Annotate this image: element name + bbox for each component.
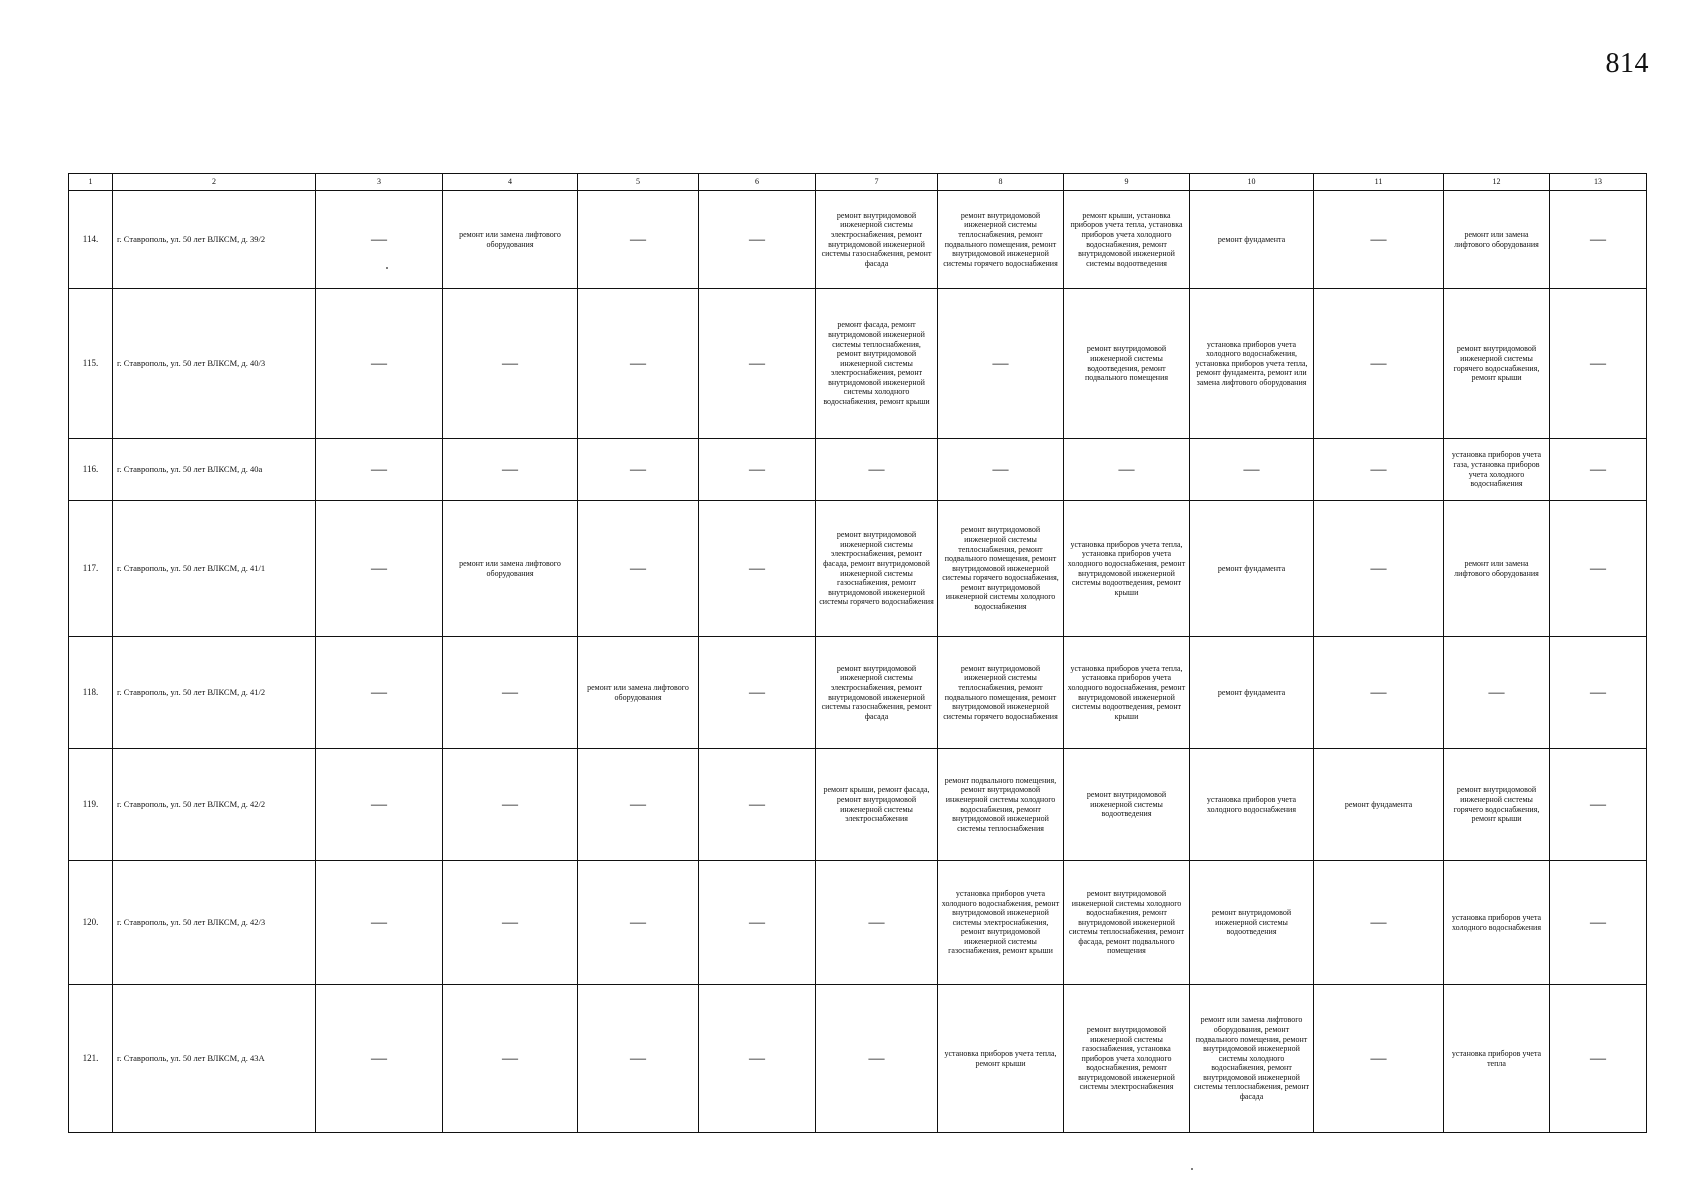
row-number: 120. xyxy=(69,861,113,985)
row-number: 117. xyxy=(69,501,113,637)
work-type-cell: установка приборов учета газа, установка приборов учета холодного водоснабжения xyxy=(1444,439,1550,501)
empty-dash-cell: — xyxy=(1550,637,1647,749)
empty-dash-cell: — xyxy=(1190,439,1314,501)
work-type-cell: ремонт внутридомовой инженерной системы газоснабжения, установка приборов учета холодного водоснабжения, ремонт внутридомовой инженерной системы электроснабжения xyxy=(1064,985,1190,1133)
work-type-cell: ремонт крыши, установка приборов учета тепла, установка приборов учета холодного водоснабжения, ремонт внутридомовой инженерной системы водоотведения xyxy=(1064,191,1190,289)
table-row xyxy=(69,289,1647,439)
column-header: 7 xyxy=(816,174,938,191)
empty-dash-cell: — xyxy=(578,861,699,985)
column-header: 8 xyxy=(938,174,1064,191)
work-type-cell: ремонт или замена лифтового оборудования xyxy=(443,501,578,637)
empty-dash-cell: — xyxy=(443,289,578,439)
empty-dash-cell: — xyxy=(1064,439,1190,501)
table-row xyxy=(69,637,1647,749)
work-type-cell: ремонт внутридомовой инженерной системы электроснабжения, ремонт внутридомовой инженерной системы газоснабжения, ремонт фасада xyxy=(816,637,938,749)
work-type-cell: установка приборов учета холодного водоснабжения, ремонт внутридомовой инженерной системы электроснабжения, ремонт внутридомовой инженерной системы газоснабжения, ремонт крыши xyxy=(938,861,1064,985)
work-type-cell: ремонт внутридомовой инженерной системы водоотведения xyxy=(1064,749,1190,861)
empty-dash-cell: — xyxy=(443,861,578,985)
work-type-cell: установка приборов учета тепла, установка приборов учета холодного водоснабжения, ремонт внутридомовой инженерной системы водоотведения, ремонт крыши xyxy=(1064,501,1190,637)
column-header: 1 xyxy=(69,174,113,191)
work-type-cell: ремонт внутридомовой инженерной системы горячего водоснабжения, ремонт крыши xyxy=(1444,289,1550,439)
empty-dash-cell: — xyxy=(699,861,816,985)
address-cell: г. Ставрополь, ул. 50 лет ВЛКСМ, д. 39/2 xyxy=(113,191,316,289)
address-cell: г. Ставрополь, ул. 50 лет ВЛКСМ, д. 41/2 xyxy=(113,637,316,749)
column-header: 2 xyxy=(113,174,316,191)
work-type-cell: установка приборов учета холодного водоснабжения xyxy=(1190,749,1314,861)
empty-dash-cell: — xyxy=(1314,985,1444,1133)
work-type-cell: ремонт фундамента xyxy=(1190,501,1314,637)
work-type-cell: ремонт или замена лифтового оборудования xyxy=(443,191,578,289)
empty-dash-cell: — xyxy=(316,439,443,501)
empty-dash-cell: — xyxy=(1550,289,1647,439)
column-header: 6 xyxy=(699,174,816,191)
scan-speck xyxy=(386,267,388,269)
empty-dash-cell: — xyxy=(816,861,938,985)
work-type-cell: ремонт внутридомовой инженерной системы водоотведения, ремонт подвального помещения xyxy=(1064,289,1190,439)
table-row xyxy=(69,501,1647,637)
empty-dash-cell: — xyxy=(699,501,816,637)
empty-dash-cell: — xyxy=(699,985,816,1133)
empty-dash-cell: — xyxy=(578,749,699,861)
empty-dash-cell: — xyxy=(316,191,443,289)
column-header: 10 xyxy=(1190,174,1314,191)
empty-dash-cell: — xyxy=(316,749,443,861)
empty-dash-cell: — xyxy=(1314,439,1444,501)
work-type-cell: ремонт внутридомовой инженерной системы электроснабжения, ремонт внутридомовой инженерной системы газоснабжения, ремонт фасада xyxy=(816,191,938,289)
empty-dash-cell: — xyxy=(1314,501,1444,637)
work-type-cell: установка приборов учета тепла, установка приборов учета холодного водоснабжения, ремонт внутридомовой инженерной системы водоотведения, ремонт крыши xyxy=(1064,637,1190,749)
work-type-cell: установка приборов учета холодного водоснабжения, установка приборов учета тепла, ремонт фундамента, ремонт или замена лифтового оборудования xyxy=(1190,289,1314,439)
address-cell: г. Ставрополь, ул. 50 лет ВЛКСМ, д. 43А xyxy=(113,985,316,1133)
work-type-cell: установка приборов учета холодного водоснабжения xyxy=(1444,861,1550,985)
empty-dash-cell: — xyxy=(699,191,816,289)
table-row xyxy=(69,861,1647,985)
empty-dash-cell: — xyxy=(938,439,1064,501)
column-header: 12 xyxy=(1444,174,1550,191)
empty-dash-cell: — xyxy=(1314,861,1444,985)
scan-speck xyxy=(1191,1168,1193,1170)
address-cell: г. Ставрополь, ул. 50 лет ВЛКСМ, д. 41/1 xyxy=(113,501,316,637)
empty-dash-cell: — xyxy=(443,637,578,749)
empty-dash-cell: — xyxy=(1550,439,1647,501)
empty-dash-cell: — xyxy=(443,439,578,501)
work-type-cell: ремонт внутридомовой инженерной системы теплоснабжения, ремонт подвального помещения, ремонт внутридомовой инженерной системы горячего водоснабжения xyxy=(938,191,1064,289)
header-row xyxy=(69,174,1647,191)
address-cell: г. Ставрополь, ул. 50 лет ВЛКСМ, д. 40/3 xyxy=(113,289,316,439)
work-type-cell: ремонт подвального помещения, ремонт внутридомовой инженерной системы холодного водоснабжения, ремонт внутридомовой инженерной системы теплоснабжения xyxy=(938,749,1064,861)
empty-dash-cell: — xyxy=(578,439,699,501)
empty-dash-cell: — xyxy=(316,861,443,985)
empty-dash-cell: — xyxy=(578,985,699,1133)
work-type-cell: ремонт или замена лифтового оборудования xyxy=(1444,191,1550,289)
empty-dash-cell: — xyxy=(1550,985,1647,1133)
column-header: 11 xyxy=(1314,174,1444,191)
empty-dash-cell: — xyxy=(699,289,816,439)
work-type-cell: ремонт фундамента xyxy=(1190,637,1314,749)
table-row xyxy=(69,749,1647,861)
column-header: 5 xyxy=(578,174,699,191)
work-type-cell: ремонт внутридомовой инженерной системы водоотведения xyxy=(1190,861,1314,985)
address-cell: г. Ставрополь, ул. 50 лет ВЛКСМ, д. 42/2 xyxy=(113,749,316,861)
row-number: 119. xyxy=(69,749,113,861)
empty-dash-cell: — xyxy=(1550,861,1647,985)
work-type-cell: ремонт внутридомовой инженерной системы электроснабжения, ремонт фасада, ремонт внутридомовой инженерной системы газоснабжения, ремонт внутридомовой инженерной системы горячего водоснабжения xyxy=(816,501,938,637)
empty-dash-cell: — xyxy=(1444,637,1550,749)
empty-dash-cell: — xyxy=(1550,501,1647,637)
empty-dash-cell: — xyxy=(1550,749,1647,861)
empty-dash-cell: — xyxy=(816,439,938,501)
empty-dash-cell: — xyxy=(699,637,816,749)
empty-dash-cell: — xyxy=(443,985,578,1133)
work-type-cell: ремонт или замена лифтового оборудования, ремонт подвального помещения, ремонт внутридомовой инженерной системы холодного водоснабжения, ремонт внутридомовой инженерной системы теплоснабжения, ремонт фасада xyxy=(1190,985,1314,1133)
empty-dash-cell: — xyxy=(578,501,699,637)
work-type-cell: ремонт фасада, ремонт внутридомовой инженерной системы теплоснабжения, ремонт внутридомовой инженерной системы электроснабжения, ремонт внутридомовой инженерной системы холодного водоснабжения, ремонт крыши xyxy=(816,289,938,439)
work-type-cell: ремонт крыши, ремонт фасада, ремонт внутридомовой инженерной системы электроснабжения xyxy=(816,749,938,861)
row-number: 114. xyxy=(69,191,113,289)
column-header: 3 xyxy=(316,174,443,191)
table-row xyxy=(69,985,1647,1133)
work-type-cell: ремонт фундамента xyxy=(1190,191,1314,289)
table-row xyxy=(69,191,1647,289)
work-type-cell: ремонт или замена лифтового оборудования xyxy=(1444,501,1550,637)
repair-schedule-table xyxy=(68,173,1647,1133)
row-number: 121. xyxy=(69,985,113,1133)
empty-dash-cell: — xyxy=(699,749,816,861)
empty-dash-cell: — xyxy=(699,439,816,501)
empty-dash-cell: — xyxy=(316,637,443,749)
empty-dash-cell: — xyxy=(578,289,699,439)
empty-dash-cell: — xyxy=(1550,191,1647,289)
work-type-cell: ремонт внутридомовой инженерной системы теплоснабжения, ремонт подвального помещения, ремонт внутридомовой инженерной системы горячего водоснабжения, ремонт внутридомовой инженерной системы холодного водоснабжения xyxy=(938,501,1064,637)
row-number: 118. xyxy=(69,637,113,749)
empty-dash-cell: — xyxy=(1314,289,1444,439)
work-type-cell: ремонт внутридомовой инженерной системы теплоснабжения, ремонт подвального помещения, ремонт внутридомовой инженерной системы горячего водоснабжения xyxy=(938,637,1064,749)
address-cell: г. Ставрополь, ул. 50 лет ВЛКСМ, д. 40а xyxy=(113,439,316,501)
empty-dash-cell: — xyxy=(316,501,443,637)
address-cell: г. Ставрополь, ул. 50 лет ВЛКСМ, д. 42/3 xyxy=(113,861,316,985)
empty-dash-cell: — xyxy=(938,289,1064,439)
column-header: 4 xyxy=(443,174,578,191)
work-type-cell: установка приборов учета тепла, ремонт крыши xyxy=(938,985,1064,1133)
empty-dash-cell: — xyxy=(316,289,443,439)
work-type-cell: ремонт внутридомовой инженерной системы холодного водоснабжения, ремонт внутридомовой инженерной системы теплоснабжения, ремонт фасада, ремонт подвального помещения xyxy=(1064,861,1190,985)
empty-dash-cell: — xyxy=(443,749,578,861)
work-type-cell: ремонт внутридомовой инженерной системы горячего водоснабжения, ремонт крыши xyxy=(1444,749,1550,861)
empty-dash-cell: — xyxy=(816,985,938,1133)
column-header: 9 xyxy=(1064,174,1190,191)
work-type-cell: установка приборов учета тепла xyxy=(1444,985,1550,1133)
work-type-cell: ремонт фундамента xyxy=(1314,749,1444,861)
row-number: 115. xyxy=(69,289,113,439)
empty-dash-cell: — xyxy=(1314,637,1444,749)
work-type-cell: ремонт или замена лифтового оборудования xyxy=(578,637,699,749)
table-row xyxy=(69,439,1647,501)
row-number: 116. xyxy=(69,439,113,501)
empty-dash-cell: — xyxy=(316,985,443,1133)
column-header: 13 xyxy=(1550,174,1647,191)
empty-dash-cell: — xyxy=(578,191,699,289)
empty-dash-cell: — xyxy=(1314,191,1444,289)
page-number: 814 xyxy=(1605,48,1649,79)
